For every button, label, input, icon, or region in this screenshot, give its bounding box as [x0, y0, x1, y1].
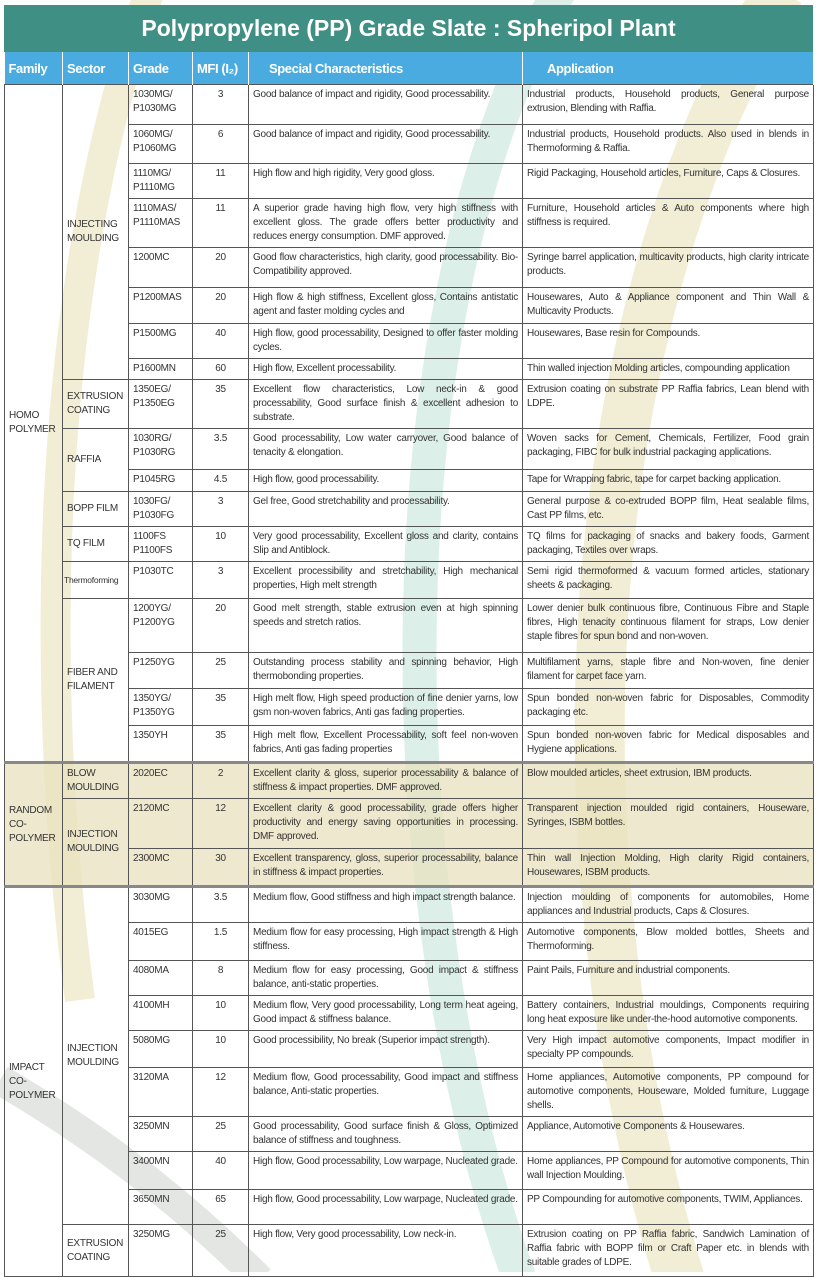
family-cell: RANDOM CO-POLYMER	[5, 763, 63, 887]
grade-cell: 1030FG/ P1030FG	[129, 492, 193, 527]
application-cell: Lower denier bulk continuous fibre, Continuous Fibre and Staple fibres, High tenacity continuous filament for straps, Low denier staple fibres for spun bond and non-woven.	[523, 599, 814, 653]
table-row	[5, 562, 814, 599]
characteristics-cell: Good balance of impact and rigidity, Good processability.	[249, 125, 523, 164]
table-body	[5, 85, 814, 1277]
sector-cell: INJECTION MOULDING	[63, 799, 129, 887]
mfi-cell: 3	[193, 492, 249, 527]
application-cell: Tape for Wrapping fabric, tape for carpet backing application.	[523, 470, 814, 492]
characteristics-cell: High flow, Excellent processability.	[249, 359, 523, 380]
grade-cell: 3400MN	[129, 1152, 193, 1190]
application-cell: Woven sacks for Cement, Chemicals, Fertilizer, Food grain packaging, FIBC for bulk industrial packaging applications.	[523, 429, 814, 470]
mfi-cell: 20	[193, 288, 249, 324]
grade-slate-document	[4, 5, 813, 1277]
grade-cell: 1110MAS/ P1110MAS	[129, 199, 193, 248]
table-row	[5, 763, 814, 799]
grade-cell: 1350YH	[129, 726, 193, 763]
mfi-cell: 11	[193, 199, 249, 248]
table-row	[5, 380, 814, 429]
application-cell: TQ films for packaging of snacks and bakery foods, Garment packaging, Textiles over wraps.	[523, 527, 814, 562]
mfi-cell: 3	[193, 85, 249, 125]
mfi-cell: 12	[193, 1068, 249, 1117]
grade-cell: 1030RG/ P1030RG	[129, 429, 193, 470]
characteristics-cell: Excellent flow characteristics, Low neck-in & good processability, Good surface finish & excellent adhesion to substrate.	[249, 380, 523, 429]
header-family: Family	[5, 52, 63, 85]
application-cell: Battery containers, Industrial mouldings, Components requiring long heat exposure like under-the-hood automotive components.	[523, 996, 814, 1031]
application-cell: Blow moulded articles, sheet extrusion, IBM products.	[523, 763, 814, 799]
mfi-cell: 10	[193, 527, 249, 562]
sector-cell: EXTRUSION COATING	[63, 380, 129, 429]
page-title: Polypropylene (PP) Grade Slate : Spheripol Plant	[4, 5, 813, 52]
grade-cell: 3120MA	[129, 1068, 193, 1117]
characteristics-cell: High melt flow, High speed production of fine denier yarns, low gsm non-woven fabrics, Anti gas fading properties.	[249, 689, 523, 726]
application-cell: Spun bonded non-woven fabric for Medical disposables and Hygiene applications.	[523, 726, 814, 763]
application-cell: Appliance, Automotive Components & Housewares.	[523, 1117, 814, 1152]
characteristics-cell: Excellent clarity & good processability, grade offers higher productivity and energy saving opportunities in processing. DMF approved.	[249, 799, 523, 849]
header-characteristics: Special Characteristics	[249, 52, 523, 85]
mfi-cell: 11	[193, 164, 249, 199]
application-cell: Industrial products, Household products, General purpose extrusion, Blending with Raffia.	[523, 85, 814, 125]
application-cell: Furniture, Household articles & Auto components where high stiffness is required.	[523, 199, 814, 248]
sector-cell: BLOW MOULDING	[63, 763, 129, 799]
mfi-cell: 60	[193, 359, 249, 380]
grade-cell: 1100FS P1100FS	[129, 527, 193, 562]
grade-cell: 1110MG/ P1110MG	[129, 164, 193, 199]
characteristics-cell: Good flow characteristics, high clarity, good processability. Bio-Compatibility approved.	[249, 248, 523, 288]
mfi-cell: 40	[193, 324, 249, 359]
grade-cell: 5080MG	[129, 1031, 193, 1068]
characteristics-cell: High flow, Very good processability, Low neck-in.	[249, 1225, 523, 1277]
application-cell: Industrial products, Household products. Also used in blends in Thermoforming & Raffia.	[523, 125, 814, 164]
mfi-cell: 3.5	[193, 429, 249, 470]
sector-cell: FIBER AND FILAMENT	[63, 599, 129, 763]
grade-cell: P1200MAS	[129, 288, 193, 324]
application-cell: General purpose & co-extruded BOPP film, Heat sealable films, Cast PP films, etc.	[523, 492, 814, 527]
application-cell: Housewares, Base resin for Compounds.	[523, 324, 814, 359]
mfi-cell: 25	[193, 653, 249, 689]
characteristics-cell: Good processability, Good surface finish & Gloss, Optimized balance of stiffness and toughness.	[249, 1117, 523, 1152]
mfi-cell: 35	[193, 380, 249, 429]
characteristics-cell: Medium flow, Good processability, Good impact and stiffness balance, Anti-static properties.	[249, 1068, 523, 1117]
grade-cell: 2020EC	[129, 763, 193, 799]
table-header-row	[5, 52, 814, 85]
sector-cell: RAFFIA	[63, 429, 129, 492]
header-grade: Grade	[129, 52, 193, 85]
grade-cell: 4080MA	[129, 961, 193, 996]
mfi-cell: 10	[193, 996, 249, 1031]
characteristics-cell: Good processability, Low water carryover, Good balance of tenacity & elongation.	[249, 429, 523, 470]
mfi-cell: 25	[193, 1117, 249, 1152]
grade-cell: 1200MC	[129, 248, 193, 288]
grade-cell: 2300MC	[129, 849, 193, 887]
mfi-cell: 12	[193, 799, 249, 849]
characteristics-cell: Very good processability, Excellent gloss and clarity, contains Slip and Antiblock.	[249, 527, 523, 562]
grade-cell: 3250MN	[129, 1117, 193, 1152]
grade-cell: 2120MC	[129, 799, 193, 849]
table-row	[5, 527, 814, 562]
sector-cell: BOPP FILM	[63, 492, 129, 527]
characteristics-cell: Good balance of impact and rigidity, Good processability.	[249, 85, 523, 125]
grade-cell: P1250YG	[129, 653, 193, 689]
mfi-cell: 20	[193, 248, 249, 288]
characteristics-cell: Outstanding process stability and spinning behavior, High thermobonding properties.	[249, 653, 523, 689]
grade-cell: P1030TC	[129, 562, 193, 599]
table-row	[5, 85, 814, 125]
table-row	[5, 429, 814, 470]
application-cell: Spun bonded non-woven fabric for Disposables, Commodity packaging etc.	[523, 689, 814, 726]
characteristics-cell: High flow, Good processability, Low warpage, Nucleated grade.	[249, 1152, 523, 1190]
table-row	[5, 887, 814, 923]
grade-cell: 1030MG/ P1030MG	[129, 85, 193, 125]
application-cell: PP Compounding for automotive components, TWIM, Appliances.	[523, 1190, 814, 1225]
application-cell: Injection moulding of components for automobiles, Home appliances and Industrial products, Caps & Closures.	[523, 887, 814, 923]
characteristics-cell: Medium flow for easy processing, High impact strength & High stiffness.	[249, 923, 523, 961]
characteristics-cell: High flow, good processability.	[249, 470, 523, 492]
characteristics-cell: High flow & high stiffness, Excellent gloss, Contains antistatic agent and faster molding cycles and	[249, 288, 523, 324]
mfi-cell: 2	[193, 763, 249, 799]
sector-cell: EXTRUSION COATING	[63, 1225, 129, 1277]
characteristics-cell: Excellent transparency, gloss, superior processability, balance in stiffness & impact properties.	[249, 849, 523, 887]
sector-cell: INJECTING MOULDING	[63, 85, 129, 380]
mfi-cell: 65	[193, 1190, 249, 1225]
table-row	[5, 492, 814, 527]
application-cell: Thin wall Injection Molding, High clarity Rigid containers, Housewares, ISBM products.	[523, 849, 814, 887]
characteristics-cell: High flow, Good processability, Low warpage, Nucleated grade.	[249, 1190, 523, 1225]
table-row	[5, 799, 814, 849]
characteristics-cell: Excellent clarity & gloss, superior processability & balance of stiffness & impact properties. DMF approved.	[249, 763, 523, 799]
sector-cell: Thermoforming	[63, 562, 129, 599]
mfi-cell: 6	[193, 125, 249, 164]
sector-cell: INJECTION MOULDING	[63, 887, 129, 1225]
mfi-cell: 20	[193, 599, 249, 653]
characteristics-cell: Medium flow, Good stiffness and high impact strength balance.	[249, 887, 523, 923]
application-cell: Rigid Packaging, Household articles, Furniture, Caps & Closures.	[523, 164, 814, 199]
characteristics-cell: Good melt strength, stable extrusion even at high spinning speeds and stretch ratios.	[249, 599, 523, 653]
characteristics-cell: High flow and high rigidity, Very good gloss.	[249, 164, 523, 199]
application-cell: Syringe barrel application, multicavity products, high clarity intricate products.	[523, 248, 814, 288]
application-cell: Semi rigid thermoformed & vacuum formed articles, stationary sheets & packaging.	[523, 562, 814, 599]
mfi-cell: 3.5	[193, 887, 249, 923]
grade-cell: 1350YG/ P1350YG	[129, 689, 193, 726]
mfi-cell: 1.5	[193, 923, 249, 961]
characteristics-cell: Medium flow, Very good processability, Long term heat ageing, Good impact & stiffness balance.	[249, 996, 523, 1031]
grade-cell: 4100MH	[129, 996, 193, 1031]
grade-table	[4, 52, 814, 1277]
mfi-cell: 30	[193, 849, 249, 887]
application-cell: Extrusion coating on PP Raffia fabric, Sandwich Lamination of Raffia fabric with BOPP film or Craft Paper etc. in blends with suitable grades of LDPE.	[523, 1225, 814, 1277]
family-cell: HOMO POLYMER	[5, 85, 63, 763]
application-cell: Paint Pails, Furniture and industrial components.	[523, 961, 814, 996]
grade-cell: 3650MN	[129, 1190, 193, 1225]
application-cell: Very High impact automotive components, Impact modifier in specialty PP compounds.	[523, 1031, 814, 1068]
application-cell: Thin walled injection Molding articles, compounding application	[523, 359, 814, 380]
mfi-cell: 35	[193, 726, 249, 763]
application-cell: Housewares, Auto & Appliance component and Thin Wall & Multicavity Products.	[523, 288, 814, 324]
grade-cell: 3250MG	[129, 1225, 193, 1277]
grade-cell: 1350EG/ P1350EG	[129, 380, 193, 429]
characteristics-cell: Excellent processibility and stretchability, High mechanical properties, High melt strength	[249, 562, 523, 599]
grade-cell: P1045RG	[129, 470, 193, 492]
mfi-cell: 25	[193, 1225, 249, 1277]
grade-cell: 1200YG/ P1200YG	[129, 599, 193, 653]
grade-cell: 4015EG	[129, 923, 193, 961]
application-cell: Transparent injection moulded rigid containers, Houseware, Syringes, ISBM bottles.	[523, 799, 814, 849]
mfi-cell: 8	[193, 961, 249, 996]
characteristics-cell: High melt flow, Excellent Processability, soft feel non-woven fabrics, Anti gas fading properties	[249, 726, 523, 763]
application-cell: Extrusion coating on substrate PP Raffia fabrics, Lean blend with LDPE.	[523, 380, 814, 429]
mfi-cell: 35	[193, 689, 249, 726]
mfi-cell: 10	[193, 1031, 249, 1068]
grade-cell: 1060MG/ P1060MG	[129, 125, 193, 164]
header-application: Application	[523, 52, 814, 85]
mfi-cell: 3	[193, 562, 249, 599]
mfi-cell: 40	[193, 1152, 249, 1190]
grade-cell: P1600MN	[129, 359, 193, 380]
grade-cell: P1500MG	[129, 324, 193, 359]
characteristics-cell: Medium flow for easy processing, Good impact & stiffness balance, anti-static properties.	[249, 961, 523, 996]
table-row	[5, 599, 814, 653]
application-cell: Home appliances, PP Compound for automotive components, Thin wall Injection Moulding.	[523, 1152, 814, 1190]
family-cell: IMPACT CO-POLYMER	[5, 887, 63, 1277]
sector-cell: TQ FILM	[63, 527, 129, 562]
application-cell: Multifilament yarns, staple fibre and Non-woven, fine denier filament for carpet face yarn.	[523, 653, 814, 689]
table-row	[5, 1225, 814, 1277]
characteristics-cell: A superior grade having high flow, very high stiffness with excellent gloss. The grade offers better productivity and reduces energy consumption. DMF approved.	[249, 199, 523, 248]
application-cell: Home appliances, Automotive components, PP compound for automotive components, Houseware, Molded furniture, Luggage shells.	[523, 1068, 814, 1117]
application-cell: Automotive components, Blow molded bottles, Sheets and Thermoforming.	[523, 923, 814, 961]
characteristics-cell: High flow, good processability, Designed to offer faster molding cycles.	[249, 324, 523, 359]
header-sector: Sector	[63, 52, 129, 85]
characteristics-cell: Gel free, Good stretchability and processability.	[249, 492, 523, 527]
header-mfi: MFI (I₂)	[193, 52, 249, 85]
mfi-cell: 4.5	[193, 470, 249, 492]
characteristics-cell: Good processibility, No break (Superior impact strength).	[249, 1031, 523, 1068]
grade-cell: 3030MG	[129, 887, 193, 923]
